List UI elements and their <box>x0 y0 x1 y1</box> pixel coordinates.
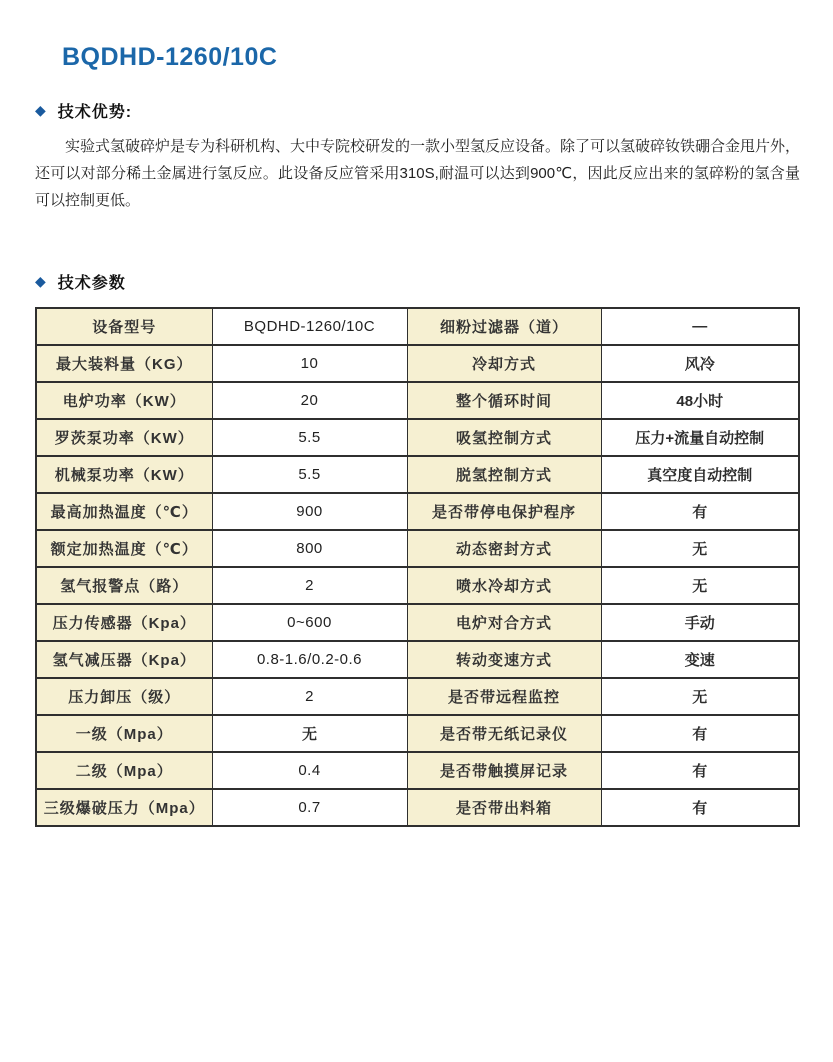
parameters-heading-label: 技术参数 <box>57 274 126 292</box>
param-value-cell: 无 <box>601 567 799 604</box>
param-label-cell: 电炉功率（KW） <box>36 382 212 419</box>
table-row <box>36 789 799 826</box>
page-title: BQDHD-1260/10C <box>62 43 278 71</box>
param-value-cell: 48小时 <box>601 382 799 419</box>
param-value-cell: 手动 <box>601 604 799 641</box>
param-label-cell: 冷却方式 <box>407 345 601 382</box>
param-value-cell: 800 <box>212 530 407 567</box>
table-row <box>36 641 799 678</box>
param-label-cell: 是否带触摸屏记录 <box>407 752 601 789</box>
param-value-cell: 无 <box>601 678 799 715</box>
param-value-cell: 风冷 <box>601 345 799 382</box>
param-value-cell: 0.4 <box>212 752 407 789</box>
param-value-cell: 2 <box>212 567 407 604</box>
param-value-cell: — <box>601 308 799 345</box>
diamond-icon: ◆ <box>35 273 46 289</box>
param-value-cell: 5.5 <box>212 456 407 493</box>
param-label-cell: 最大装料量（KG） <box>36 345 212 382</box>
param-value-cell: 无 <box>212 715 407 752</box>
section-heading-advantages <box>35 100 833 120</box>
param-label-cell: 罗茨泵功率（KW） <box>36 419 212 456</box>
table-row <box>36 493 799 530</box>
param-value-cell: 0.8-1.6/0.2-0.6 <box>212 641 407 678</box>
table-row <box>36 419 799 456</box>
param-label-cell: 压力传感器（Kpa） <box>36 604 212 641</box>
param-label-cell: 压力卸压（级） <box>36 678 212 715</box>
param-value-cell: BQDHD-1260/10C <box>212 308 407 345</box>
param-value-cell: 10 <box>212 345 407 382</box>
table-row <box>36 308 799 345</box>
param-label-cell: 二级（Mpa） <box>36 752 212 789</box>
table-row <box>36 567 799 604</box>
spec-table-body <box>36 308 799 826</box>
param-value-cell: 2 <box>212 678 407 715</box>
table-row <box>36 382 799 419</box>
param-value-cell: 有 <box>601 752 799 789</box>
param-label-cell: 电炉对合方式 <box>407 604 601 641</box>
param-label-cell: 一级（Mpa） <box>36 715 212 752</box>
param-value-cell: 压力+流量自动控制 <box>601 419 799 456</box>
table-row <box>36 604 799 641</box>
advantages-heading-label: 技术优势: <box>57 103 133 121</box>
param-label-cell: 是否带出料箱 <box>407 789 601 826</box>
section-heading-parameters <box>35 271 833 291</box>
table-row <box>36 752 799 789</box>
param-label-cell: 三级爆破压力（Mpa） <box>36 789 212 826</box>
param-value-cell: 无 <box>601 530 799 567</box>
param-value-cell: 0.7 <box>212 789 407 826</box>
param-label-cell: 是否带远程监控 <box>407 678 601 715</box>
param-value-cell: 900 <box>212 493 407 530</box>
param-label-cell: 是否带无纸记录仪 <box>407 715 601 752</box>
param-label-cell: 喷水冷却方式 <box>407 567 601 604</box>
spec-table <box>35 307 800 827</box>
param-label-cell: 脱氢控制方式 <box>407 456 601 493</box>
param-label-cell: 机械泵功率（KW） <box>36 456 212 493</box>
param-value-cell: 5.5 <box>212 419 407 456</box>
param-value-cell: 有 <box>601 715 799 752</box>
param-label-cell: 整个循环时间 <box>407 382 601 419</box>
param-label-cell: 氢气报警点（路） <box>36 567 212 604</box>
param-label-cell: 细粉过滤器（道） <box>407 308 601 345</box>
param-label-cell: 动态密封方式 <box>407 530 601 567</box>
param-label-cell: 是否带停电保护程序 <box>407 493 601 530</box>
param-label-cell: 转动变速方式 <box>407 641 601 678</box>
param-label-cell: 最高加热温度（℃） <box>36 493 212 530</box>
param-value-cell: 有 <box>601 789 799 826</box>
product-spec-page <box>0 42 833 1062</box>
param-value-cell: 真空度自动控制 <box>601 456 799 493</box>
param-label-cell: 额定加热温度（℃） <box>36 530 212 567</box>
param-label-cell: 氢气减压器（Kpa） <box>36 641 212 678</box>
table-row <box>36 345 799 382</box>
param-value-cell: 有 <box>601 493 799 530</box>
table-row <box>36 678 799 715</box>
table-row <box>36 715 799 752</box>
advantages-paragraph: 实验式氢破碎炉是专为科研机构、大中专院校研发的一款小型氢反应设备。除了可以氢破碎钕铁硼合金甩片外，还可以对部分稀土金属进行氢反应。此设备反应管采用310S,耐温可以达到900℃，因此反应出来的氢碎粉的氢含量可以控制更低。 <box>35 138 801 209</box>
param-value-cell: 变速 <box>601 641 799 678</box>
table-row <box>36 530 799 567</box>
table-row <box>36 456 799 493</box>
diamond-icon: ◆ <box>35 102 46 118</box>
param-value-cell: 0~600 <box>212 604 407 641</box>
param-label-cell: 设备型号 <box>36 308 212 345</box>
param-label-cell: 吸氢控制方式 <box>407 419 601 456</box>
param-value-cell: 20 <box>212 382 407 419</box>
